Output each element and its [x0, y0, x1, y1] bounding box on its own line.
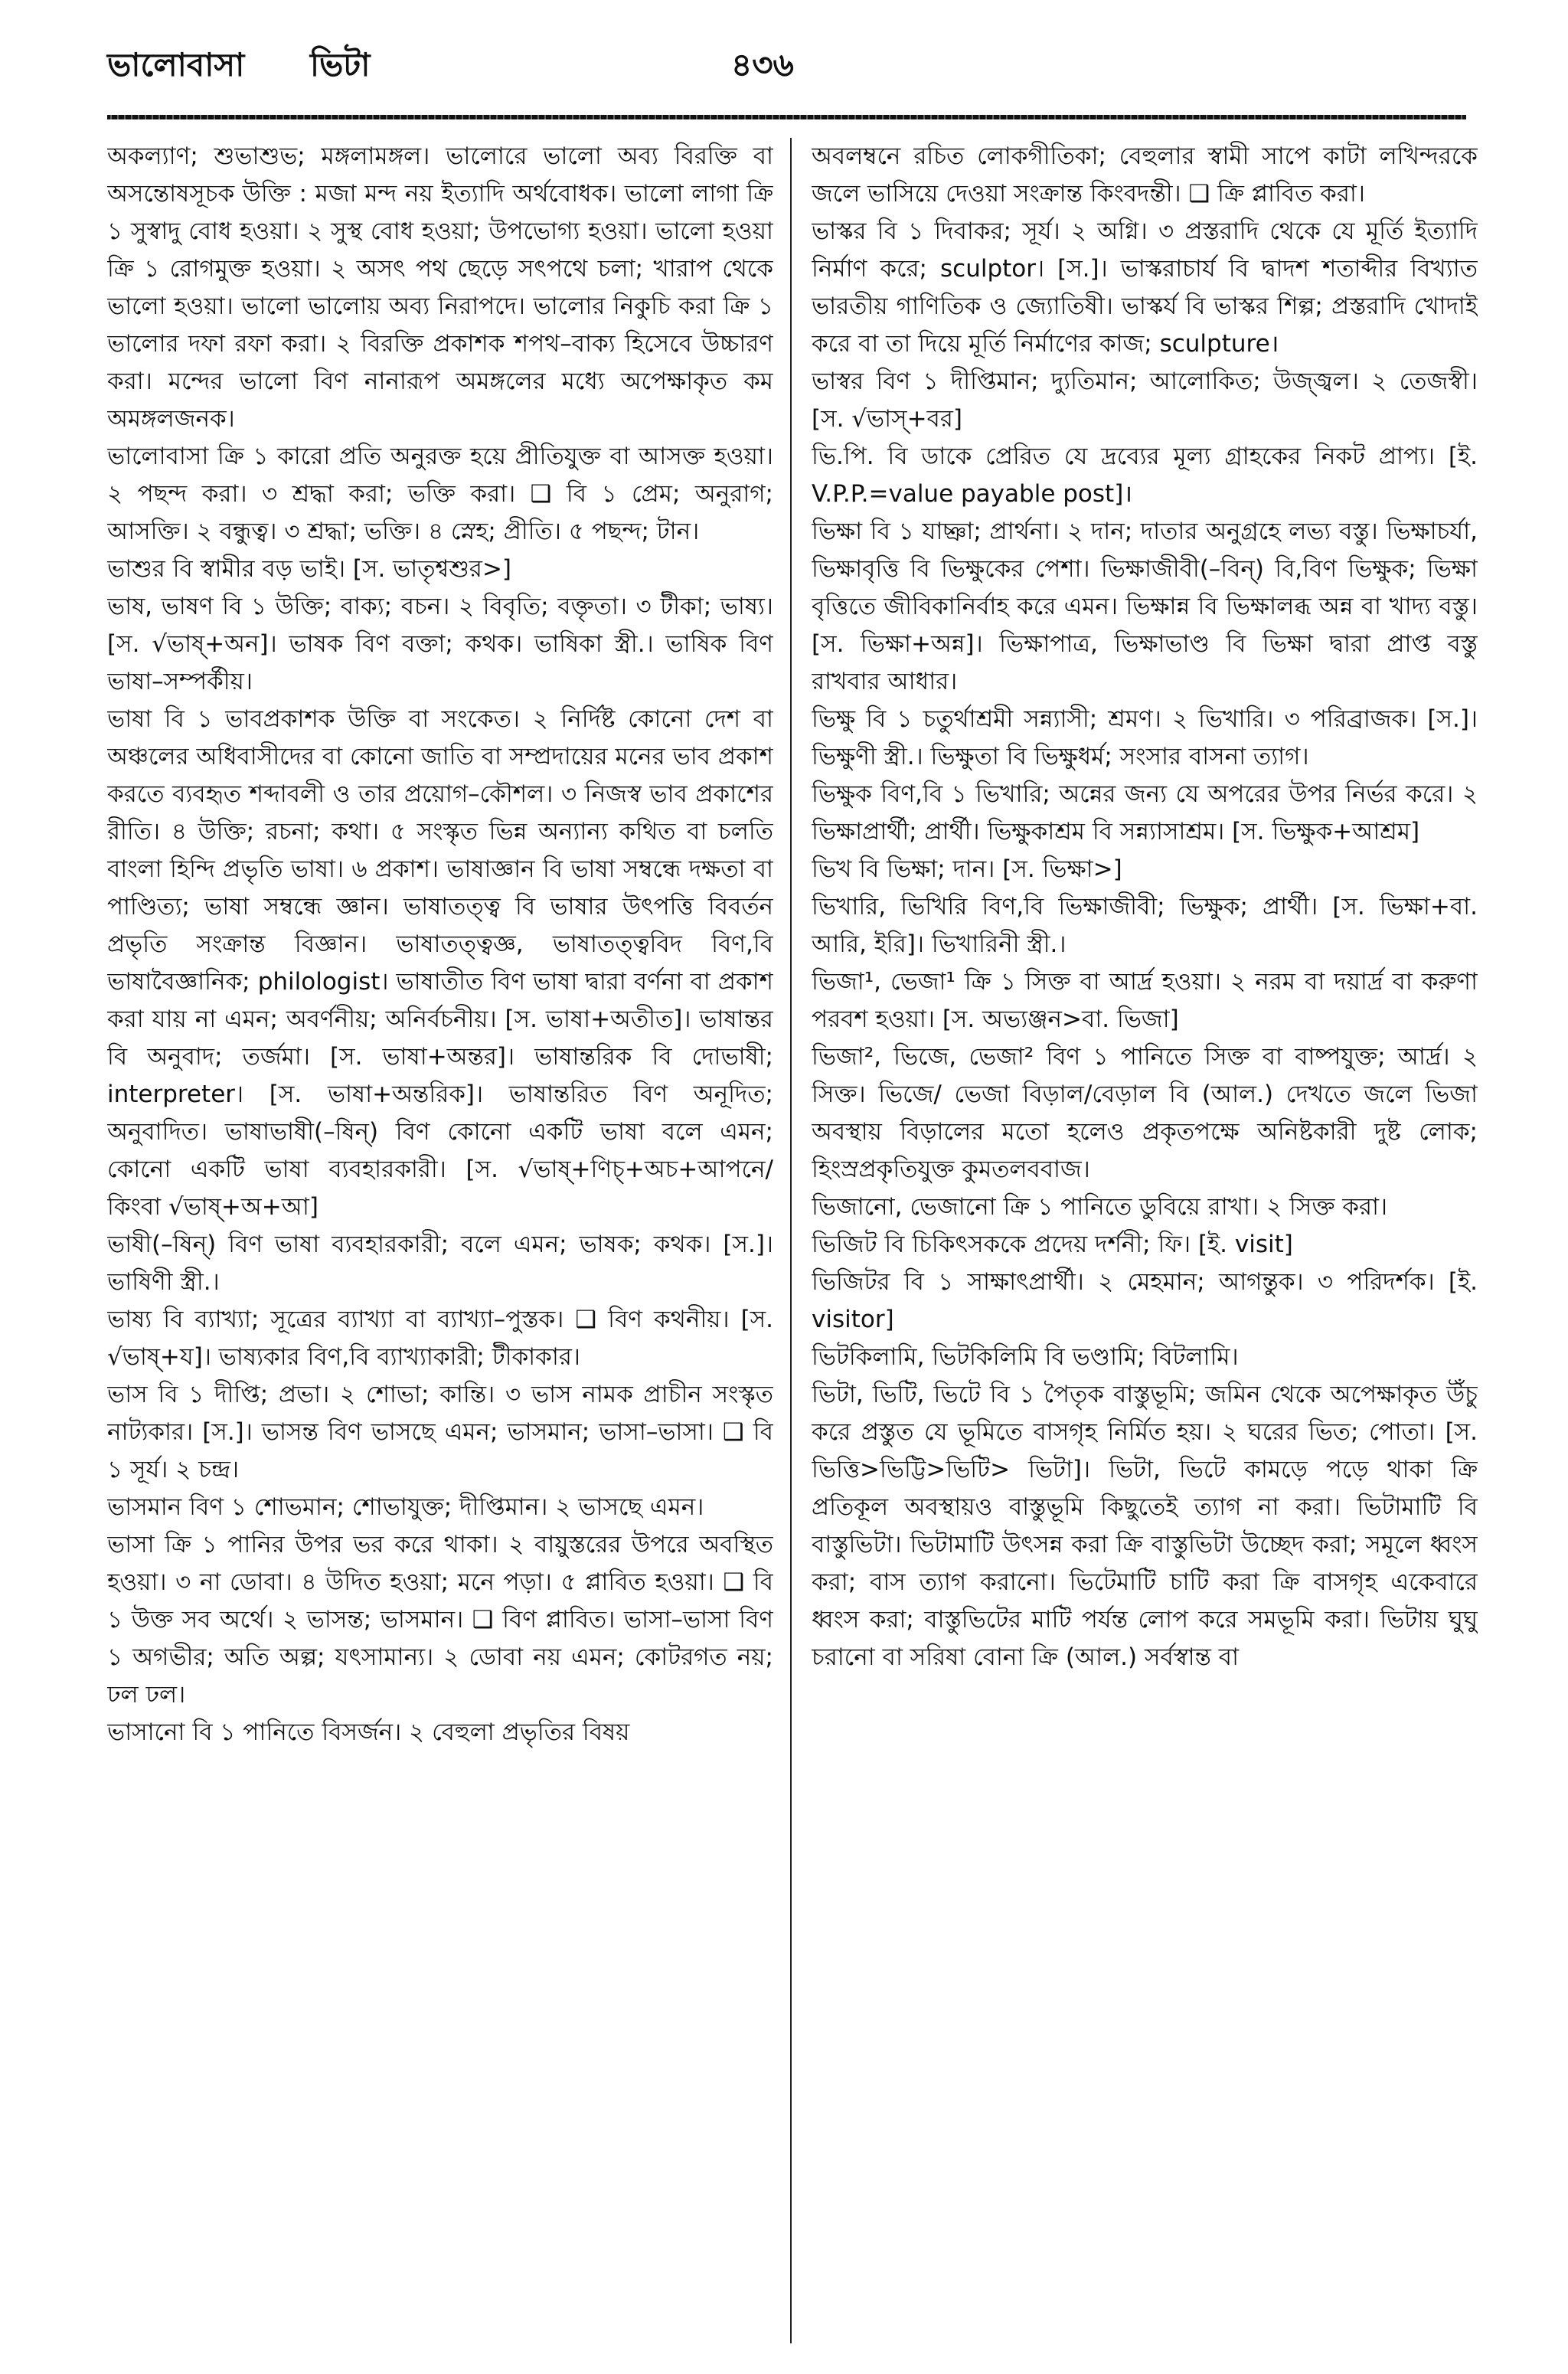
entry-text: ভাষ্য বি ব্যাখ্যা; সূত্রের ব্যাখ্যা বা ব্যাখ্যা–পুস্তক। ❑ বিণ কথনীয়। [স. √ভাষ্+য]। ভাষ্যকার বিণ,বি ব্যাখ্যাকারী; টীকাকার।	[107, 1306, 773, 1371]
entry-text: ভাস বি ১ দীপ্তি; প্রভা। ২ শোভা; কান্তি। ৩ ভাস নামক প্রাচীন সংস্কৃত নাট্যকার। [স.]। ভাসন্ত বিণ ভাসছে এমন; ভাসমান; ভাসা–ভাসা। ❑ বি ১ সূর্য। ২ চন্দ্র।	[107, 1381, 773, 1483]
entry-text: ভি.পি. বি ডাকে প্রেরিত যে দ্রব্যের মূল্য গ্রাহকের নিকট প্রাপ্য। [ই. V.P.P.=value payable post]।	[812, 443, 1478, 508]
entry-text: ভাস্কর বি ১ দিবাকর; সূর্য। ২ অগ্নি। ৩ প্রস্তরাদি থেকে যে মূর্তি ইত্যাদি নির্মাণ করে; sculptor। [স.]। ভাস্করাচার্য বি দ্বাদশ শতাব্দীর বিখ্যাত ভারতীয় গাণিতিক ও জ্যোতিষী। ভাস্কর্য বি ভাস্কর শিল্প; প্রস্তরাদি খোদাই করে বা তা দিয়ে মূর্তি নির্মাণের কাজ; sculpture।	[812, 217, 1478, 358]
entry-text: অকল্যাণ; শুভাশুভ; মঙ্গলামঙ্গল। ভালোরে ভালো অব্য বিরক্তি বা অসন্তোষসূচক উক্তি : মজা মন্দ নয় ইত্যাদি অর্থবোধক। ভালো লাগা ক্রি ১ সুস্বাদু বোধ হওয়া। ২ সুস্থ বোধ হওয়া; উপভোগ্য হওয়া। ভালো হওয়া ক্রি ১ রোগমুক্ত হওয়া। ২ অসৎ পথ ছেড়ে সৎপথে চলা; খারাপ থেকে ভালো হওয়া। ভালো ভালোয় অব্য নিরাপদে। ভালোর নিকুচি করা ক্রি ১ ভালোর দফা রফা করা। ২ বিরক্তি প্রকাশক শপথ–বাক্য হিসেবে উচ্চারণ করা। মন্দের ভালো বিণ নানারূপ অমঙ্গলের মধ্যে অপেক্ষাকৃত কম অমঙ্গলজনক।	[107, 142, 773, 433]
entry-text: ভাষা বি ১ ভাবপ্রকাশক উক্তি বা সংকেত। ২ নির্দিষ্ট কোনো দেশ বা অঞ্চলের অধিবাসীদের বা কোনো জাতি বা সম্প্রদায়ের মনের ভাব প্রকাশ করতে ব্যবহৃত শব্দাবলী ও তার প্রয়োগ–কৌশল। ৩ নিজস্ব ভাব প্রকাশের রীতি। ৪ উক্তি; রচনা; কথা। ৫ সংস্কৃত ভিন্ন অন্যান্য কথিত বা চলতি বাংলা হিন্দি প্রভৃতি ভাষা। ৬ প্রকাশ। ভাষাজ্ঞান বি ভাষা সম্বন্ধে দক্ষতা বা পাণ্ডিত্য; ভাষা সম্বন্ধে জ্ঞান। ভাষাতত্ত্ব বি ভাষার উৎপত্তি বিবর্তন প্রভৃতি সংক্রান্ত বিজ্ঞান। ভাষাতত্ত্বজ্ঞ, ভাষাতত্ত্ববিদ বিণ,বি ভাষাবৈজ্ঞানিক; philologist। ভাষাতীত বিণ ভাষা দ্বারা বর্ণনা বা প্রকাশ করা যায় না এমন; অবর্ণনীয়; অনির্বচনীয়। [স. ভাষা+অতীত]। ভাষান্তর বি অনুবাদ; তর্জমা। [স. ভাষা+অন্তর]। ভাষান্তরিক বি দোভাষী; interpreter। [স. ভাষা+অন্তরিক]। ভাষান্তরিত বিণ অনূদিত; অনুবাদিত। ভাষাভাষী(–ষিন্) বিণ কোনো একটি ভাষা বলে এমন; কোনো একটি ভাষা ব্যবহারকারী। [স. √ভাষ্+ণিচ্+অচ+আপনে/ কিংবা √ভাষ্+অ+আ]	[107, 705, 773, 1221]
column-divider	[790, 138, 792, 2343]
entry-text: ভাসানো বি ১ পানিতে বিসর্জন। ২ বেহুলা প্রভৃতির বিষয়	[107, 1718, 630, 1746]
entry-text: ভিজা², ভিজে, ভেজা² বিণ ১ পানিতে সিক্ত বা বাষ্পযুক্ত; আর্দ্র। ২ সিক্ত। ভিজে/ ভেজা বিড়াল/বেড়াল বি (আল.) দেখতে জলে ভিজা অবস্থায় বিড়ালের মতো হলেও প্রকৃতপক্ষে অনিষ্টকারী দুষ্ট লোক; হিংস্রপ্রকৃতিযুক্ত কুমতলববাজ।	[812, 1043, 1478, 1183]
entry-text: ভিজিটর বি ১ সাক্ষাৎপ্রার্থী। ২ মেহমান; আগন্তুক। ৩ পরিদর্শক। [ই. visitor]	[812, 1268, 1478, 1333]
entry-text: ভিটকিলামি, ভিটকিলিমি বি ভণ্ডামি; বিটলামি।	[812, 1343, 1239, 1371]
entry-text: ভিটা, ভিটি, ভিটে বি ১ পৈতৃক বাস্তুভূমি; জমিন থেকে অপেক্ষাকৃত উঁচু করে প্রস্তুত যে ভূমিতে বাসগৃহ নির্মিত হয়। ২ ঘরের ভিত; পোতা। [স. ভিত্তি>ভিট্টি>ভিটি> ভিটা]। ভিটা, ভিটে কামড়ে পড়ে থাকা ক্রি প্রতিকূল অবস্থায়ও বাস্তুভূমি কিছুতেই ত্যাগ না করা। ভিটামাটি বি বাস্তুভিটা। ভিটামাটি উৎসন্ন করা ক্রি বাস্তুভিটা উচ্ছেদ করা; সমূলে ধ্বংস করা; বাস ত্যাগ করানো। ভিটেমাটি চাটি করা ক্রি বাসগৃহ একেবারে ধ্বংস করা; বাস্তুভিটের মাটি পর্যন্ত লোপ করে সমভূমি করা। ভিটায় ঘুঘু চরানো বা সরিষা বোনা ক্রি (আল.) সর্বস্বান্ত বা	[812, 1381, 1478, 1671]
entry-text: ভাশুর বি স্বামীর বড় ভাই। [স. ভাতৃশ্বশুর>]	[107, 555, 512, 583]
guide-word-last: ভিটা	[310, 46, 371, 83]
entry-text: অবলম্বনে রচিত লোকগীতিকা; বেহুলার স্বামী সাপে কাটা লখিন্দরকে জলে ভাসিয়ে দেওয়া সংক্রান্ত কিংবদন্তী। ❑ ক্রি প্লাবিত করা।	[812, 142, 1478, 208]
entry-text: ভালোবাসা ক্রি ১ কারো প্রতি অনুরক্ত হয়ে প্রীতিযুক্ত বা আসক্ত হওয়া। ২ পছন্দ করা। ৩ শ্রদ্ধা করা; ভক্তি করা। ❑ বি ১ প্রেম; অনুরাগ; আসক্তি। ২ বন্ধুত্ব। ৩ শ্রদ্ধা; ভক্তি। ৪ স্নেহ; প্রীতি। ৫ পছন্দ; টান।	[107, 443, 773, 545]
entry-text: ভিজানো, ভেজানো ক্রি ১ পানিতে ডুবিয়ে রাখা। ২ সিক্ত করা।	[812, 1193, 1388, 1221]
page-header	[107, 40, 1485, 101]
right-column	[812, 138, 1478, 2343]
entry-text: ভিক্ষু বি ১ চতুর্থাশ্রমী সন্ন্যাসী; শ্রমণ। ২ ভিখারি। ৩ পরিব্রাজক। [স.]। ভিক্ষুণী স্ত্রী.। ভিক্ষুতা বি ভিক্ষুধর্ম; সংসার বাসনা ত্যাগ।	[812, 705, 1478, 770]
entry-text: ভাসমান বিণ ১ শোভমান; শোভাযুক্ত; দীপ্তিমান। ২ ভাসছে এমন।	[107, 1493, 704, 1521]
entry-text: ভিজিট বি চিকিৎসককে প্রদেয় দর্শনী; ফি। [ই. visit]	[812, 1231, 1293, 1258]
left-column	[107, 138, 773, 2343]
entry-text: ভিজা¹, ভেজা¹ ক্রি ১ সিক্ত বা আর্দ্র হওয়া। ২ নরম বা দয়ার্দ্র বা করুণা পরবশ হওয়া। [স. অভ্যঞ্জন>বা. ভিজা]	[812, 968, 1478, 1033]
guide-word-first: ভালোবাসা	[107, 46, 245, 83]
header-rule	[107, 115, 1466, 119]
entry-text: ভাস্বর বিণ ১ দীপ্তিমান; দ্যুতিমান; আলোকিত; উজ্জ্বল। ২ তেজস্বী। [স. √ভাস্+বর]	[812, 368, 1478, 433]
entry-text: ভিক্ষা বি ১ যাচ্ঞা; প্রার্থনা। ২ দান; দাতার অনুগ্রহে লভ্য বস্তু। ভিক্ষাচর্যা, ভিক্ষাবৃত্তি বি ভিক্ষুকের পেশা। ভিক্ষাজীবী(–বিন্) বি,বিণ ভিক্ষুক; ভিক্ষা বৃত্তিতে জীবিকানির্বাহ করে এমন। ভিক্ষান্ন বি ভিক্ষালব্ধ অন্ন বা খাদ্য বস্তু। [স. ভিক্ষা+অন্ন]। ভিক্ষাপাত্র, ভিক্ষাভাণ্ড বি ভিক্ষা দ্বারা প্রাপ্ত বস্তু রাখবার আধার।	[812, 518, 1478, 695]
entry-text: ভাষ, ভাষণ বি ১ উক্তি; বাক্য; বচন। ২ বিবৃতি; বক্তৃতা। ৩ টীকা; ভাষ্য। [স. √ভাষ্+অন]। ভাষক বিণ বক্তা; কথক। ভাষিকা স্ত্রী.। ভাষিক বিণ ভাষা–সম্পর্কীয়।	[107, 593, 773, 695]
entry-text: ভিখ বি ভিক্ষা; দান। [স. ভিক্ষা>]	[812, 855, 1122, 883]
page-number: ৪৩৬	[731, 46, 794, 83]
entry-text: ভিখারি, ভিখিরি বিণ,বি ভিক্ষাজীবী; ভিক্ষুক; প্রার্থী। [স. ভিক্ষা+বা. আরি, ইরি]। ভিখারিনী স্ত্রী.।	[812, 893, 1478, 958]
entry-text: ভাষী(–ষিন্) বিণ ভাষা ব্যবহারকারী; বলে এমন; ভাষক; কথক। [স.]। ভাষিণী স্ত্রী.।	[107, 1231, 773, 1296]
entry-text: ভিক্ষুক বিণ,বি ১ ভিখারি; অন্নের জন্য যে অপরের উপর নির্ভর করে। ২ ভিক্ষাপ্রার্থী; প্রার্থী। ভিক্ষুকাশ্রম বি সন্ন্যাসাশ্রম। [স. ভিক্ষুক+আশ্রম]	[812, 780, 1478, 845]
entry-text: ভাসা ক্রি ১ পানির উপর ভর করে থাকা। ২ বায়ুস্তরের উপরে অবস্থিত হওয়া। ৩ না ডোবা। ৪ উদিত হওয়া; মনে পড়া। ৫ প্লাবিত হওয়া। ❑ বি ১ উক্ত সব অর্থে। ২ ভাসন্ত; ভাসমান। ❑ বিণ প্লাবিত। ভাসা–ভাসা বিণ ১ অগভীর; অতি অল্প; যৎসামান্য। ২ ডোবা নয় এমন; কোটরগত নয়; ঢল ঢল।	[107, 1531, 773, 1709]
